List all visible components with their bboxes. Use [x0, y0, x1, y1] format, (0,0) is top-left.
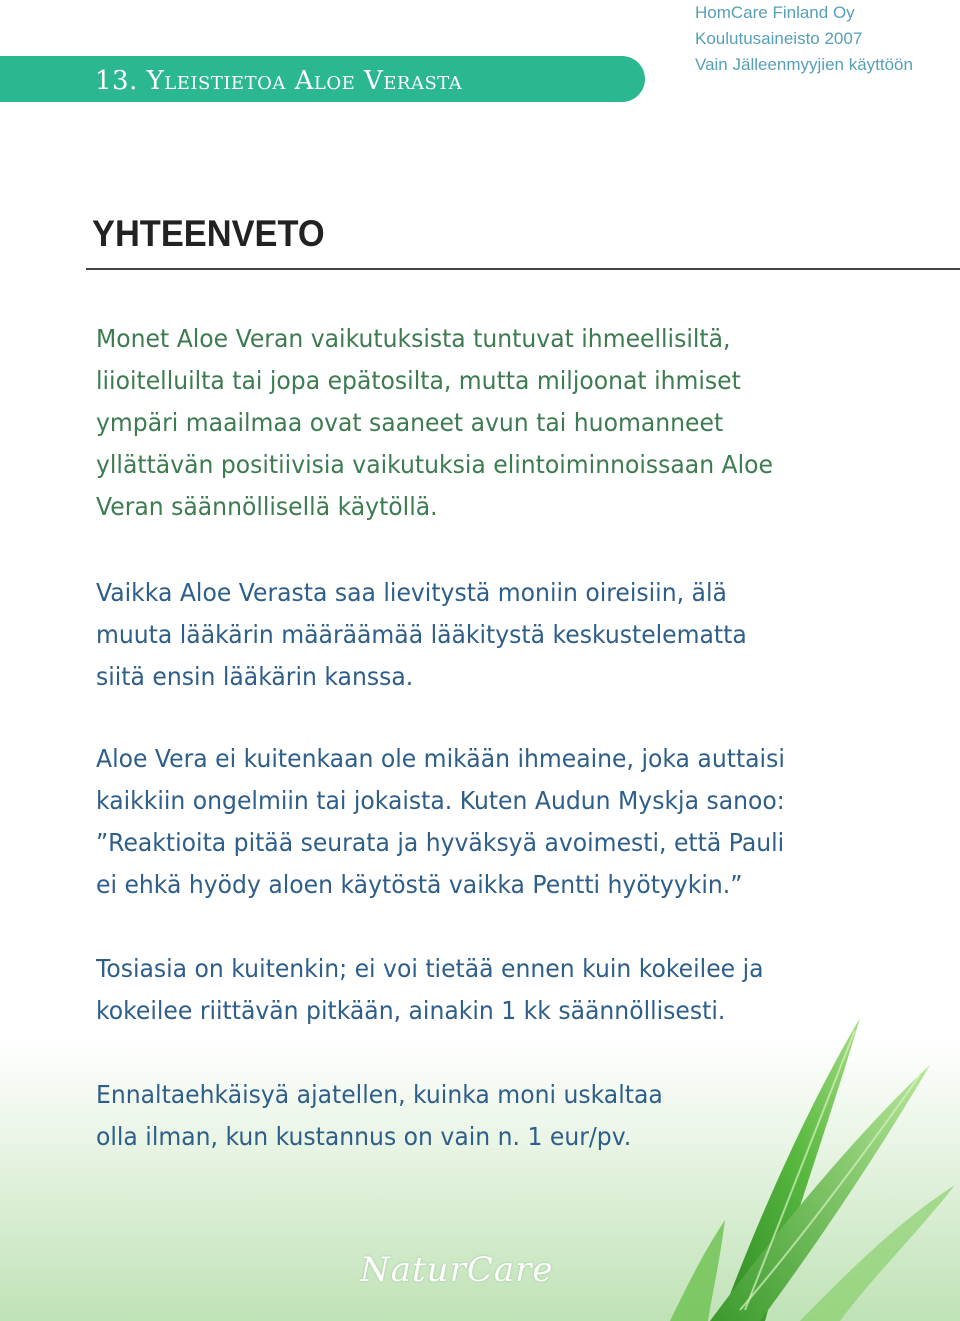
paragraph-line: ”Reaktioita pitää seurata ja hyväksyä avoimesti, että Pauli [96, 828, 785, 857]
paragraph-line: Tosiasia on kuitenkin; ei voi tietää ennen kuin kokeilee ja [96, 954, 764, 983]
paragraph-line: Ennaltaehkäisyä ajatellen, kuinka moni uskaltaa [96, 1080, 663, 1109]
paragraph-line: kokeilee riittävän pitkään, ainakin 1 kk säännöllisesti. [96, 996, 726, 1025]
aloe-leaves-illustration [650, 1010, 960, 1321]
paragraph-line: kaikkiin ongelmiin tai jokaista. Kuten Audun Myskja sanoo: [96, 786, 785, 815]
paragraph-line: ympäri maailmaa ovat saaneet avun tai huomanneet [96, 408, 724, 437]
naturcare-logo: NaturCare [360, 1250, 554, 1290]
paragraph-line: siitä ensin lääkärin kanssa. [96, 662, 414, 691]
section-title: 13. Yleistietoa Aloe Verasta [95, 66, 463, 96]
paragraph-line: Monet Aloe Veran vaikutuksista tuntuvat ihmeellisiltä, [96, 324, 731, 353]
paragraph-line: muuta lääkärin määräämää lääkitystä keskustelematta [96, 620, 747, 649]
paragraph-line: ei ehkä hyödy aloen käytöstä vaikka Pentti hyötyykin.” [96, 870, 743, 899]
paragraph-line: olla ilman, kun kustannus on vain n. 1 eur/pv. [96, 1122, 632, 1151]
material-label: Koulutusaineisto 2007 [695, 29, 863, 48]
paragraph-line: liioitelluilta tai jopa epätosilta, mutta miljoonat ihmiset [96, 366, 741, 395]
company-name: HomCare Finland Oy [695, 3, 855, 22]
usage-note: Vain Jälleenmyyjien käyttöön [695, 55, 913, 74]
medication-warning-paragraph [96, 572, 956, 698]
heading-divider [86, 268, 960, 270]
paragraph-line: yllättävän positiivisia vaikutuksia elintoiminnoissaan Aloe [96, 450, 774, 479]
company-info [695, 0, 913, 78]
intro-paragraph [96, 318, 956, 528]
paragraph-line: Veran säännöllisellä käytöllä. [96, 492, 438, 521]
paragraph-line: Vaikka Aloe Verasta saa lievitystä moniin oireisiin, älä [96, 578, 727, 607]
quote-paragraph [96, 738, 956, 906]
aloe-leaf [670, 1220, 725, 1321]
paragraph-line: Aloe Vera ei kuitenkaan ole mikään ihmeaine, joka auttaisi [96, 744, 785, 773]
page-heading: YHTEENVETO [92, 213, 325, 254]
